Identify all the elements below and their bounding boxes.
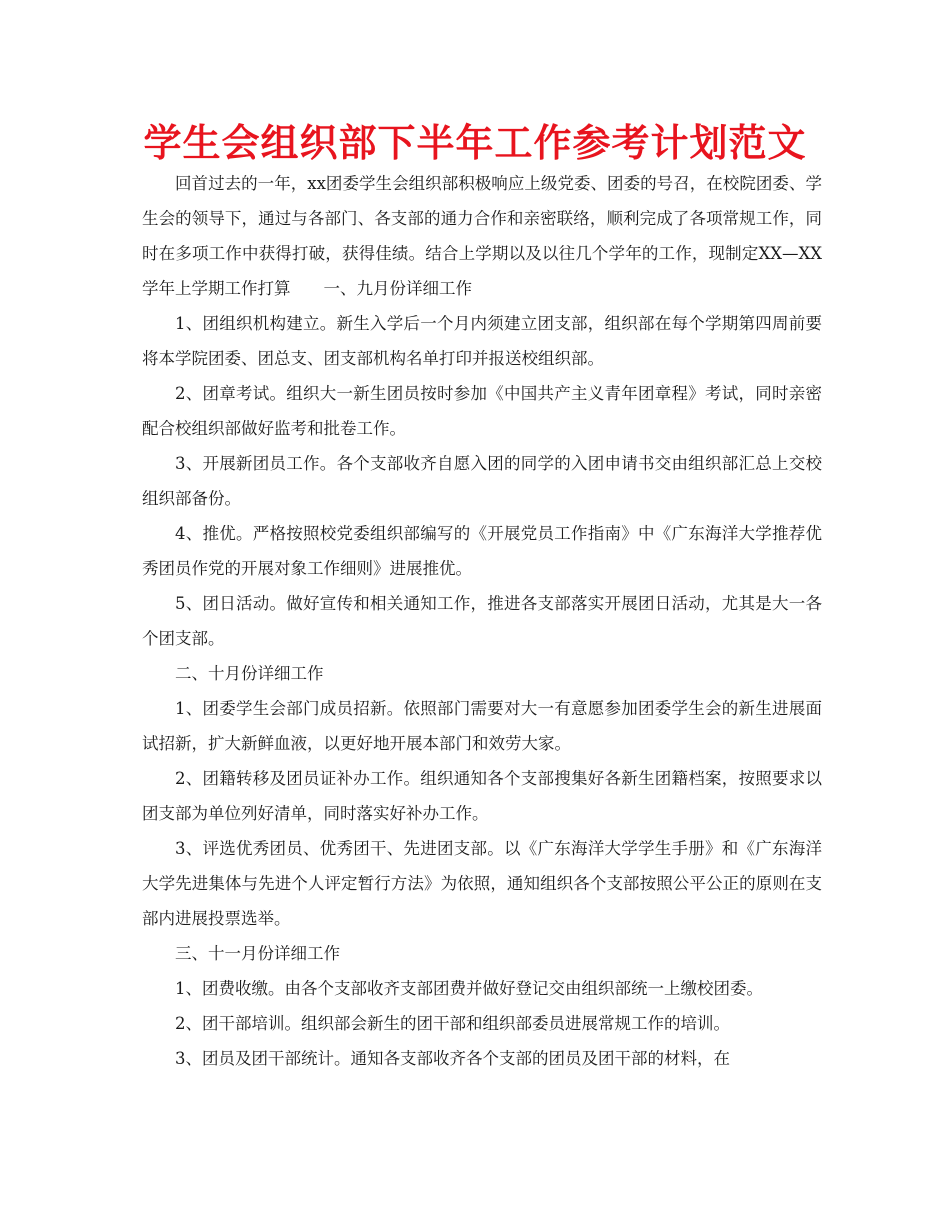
paragraph-nov-item-1: 1、团费收缴。由各个支部收齐支部团费并做好登记交由组织部统一上缴校团委。 [175, 979, 763, 998]
paragraph-oct-item-2: 2、团籍转移及团员证补办工作。组织通知各个支部搜集好各新生团籍档案，按照要求以团支部为单位列好清单，同时落实好补办工作。 [142, 769, 822, 823]
paragraph-intro: 回首过去的一年，xx团委学生会组织部积极响应上级党委、团委的号召，在校院团委、学生会的领导下，通过与各部门、各支部的通力合作和亲密联络，顺利完成了各项常规工作，同时在多项工作中获得打破，获得佳绩。结合上学期以及以往几个学年的工作，现制定XX—XX学年上学期工作打算 一、九月份详细工作 [142, 174, 822, 298]
document-title: 学生会组织部下半年工作参考计划范文 [143, 121, 807, 165]
paragraph-nov-item-3: 3、团员及团干部统计。通知各支部收齐各个支部的团员及团干部的材料，在 [175, 1049, 730, 1068]
paragraph-sep-item-1: 1、团组织机构建立。新生入学后一个月内须建立团支部，组织部在每个学期第四周前要将本学院团委、团总支、团支部机构名单打印并报送校组织部。 [142, 314, 822, 368]
section-heading-october: 二、十月份详细工作 [175, 664, 324, 683]
paragraph-oct-item-1: 1、团委学生会部门成员招新。依照部门需要对大一有意愿参加团委学生会的新生进展面试招新，扩大新鲜血液，以更好地开展本部门和效劳大家。 [142, 699, 822, 753]
paragraph-nov-item-2: 2、团干部培训。组织部会新生的团干部和组织部委员进展常规工作的培训。 [175, 1014, 730, 1033]
document-body [142, 166, 822, 1076]
paragraph-sep-item-2: 2、团章考试。组织大一新生团员按时参加《中国共产主义青年团章程》考试，同时亲密配合校组织部做好监考和批卷工作。 [142, 384, 822, 438]
paragraph-sep-item-4: 4、推优。严格按照校党委组织部编写的《开展党员工作指南》中《广东海洋大学推荐优秀团员作党的开展对象工作细则》进展推优。 [142, 524, 822, 578]
section-heading-november: 三、十一月份详细工作 [175, 944, 340, 963]
paragraph-sep-item-5: 5、团日活动。做好宣传和相关通知工作，推进各支部落实开展团日活动，尤其是大一各个团支部。 [142, 594, 822, 648]
paragraph-oct-item-3: 3、评选优秀团员、优秀团干、先进团支部。以《广东海洋大学学生手册》和《广东海洋大学先进集体与先进个人评定暂行方法》为依照，通知组织各个支部按照公平公正的原则在支部内进展投票选举。 [142, 839, 822, 928]
paragraph-sep-item-3: 3、开展新团员工作。各个支部收齐自愿入团的同学的入团申请书交由组织部汇总上交校组织部备份。 [142, 454, 822, 508]
